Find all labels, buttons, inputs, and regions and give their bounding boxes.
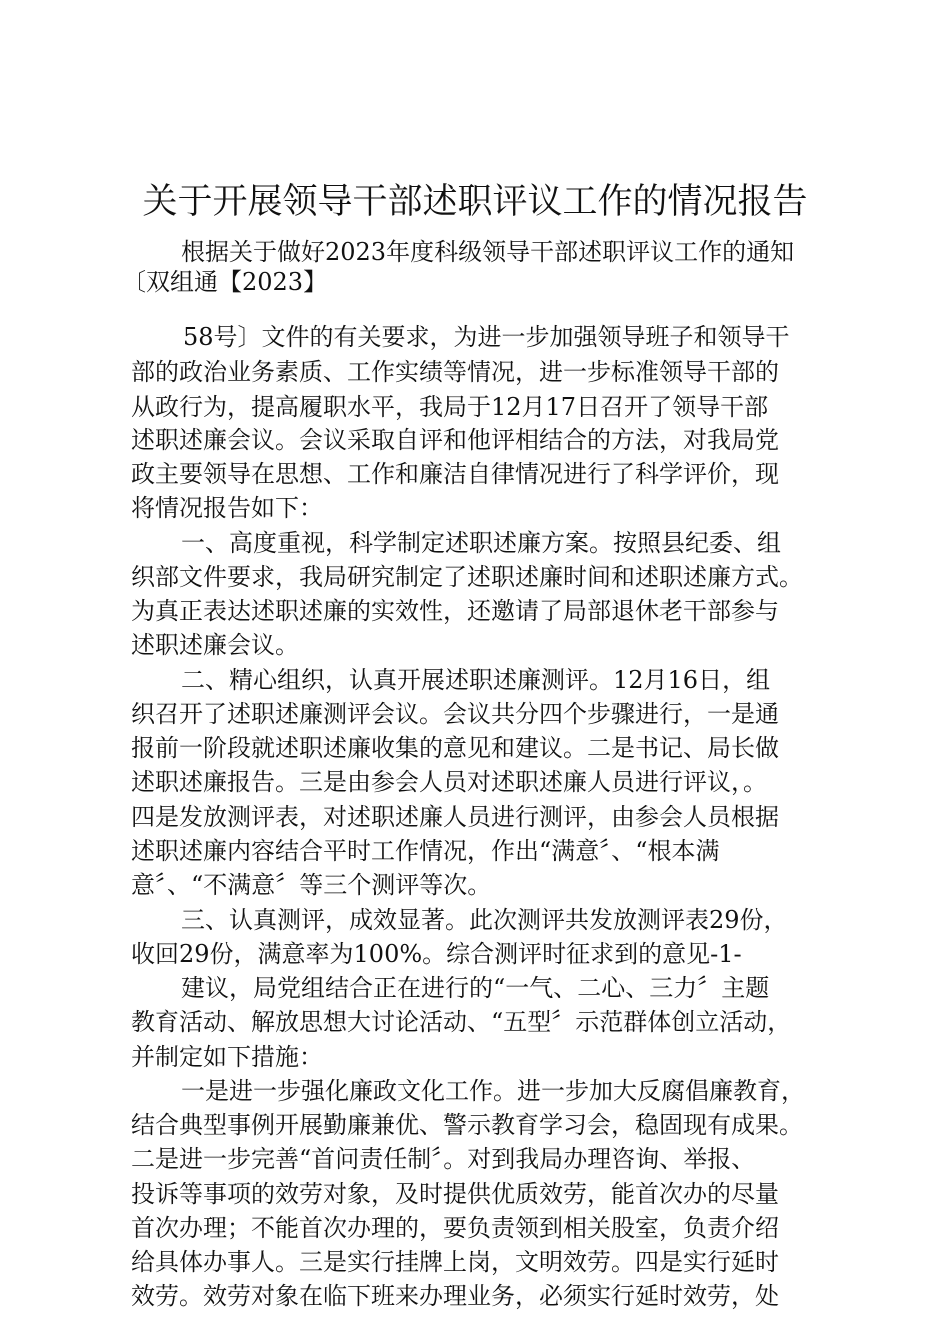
body-line-17: 四是发放测评表，对述职述廉人员进行测评，由参会人员根据 — [131, 803, 779, 831]
body-line-31: 效劳。效劳对象在临下班来办理业务，必须实行延时效劳，处 — [131, 1282, 779, 1310]
body-line-11: 为真正表达述职述廉的实效性，还邀请了局部退休老干部参与 — [131, 597, 779, 625]
body-line-4: 部的政治业务素质、工作实绩等情况，进一步标准领导干部的 — [131, 358, 779, 386]
body-line-13: 二、精心组织，认真开展述职述廉测评。12月16日，组 — [181, 666, 771, 694]
body-line-22: 建议，局党组结合正在进行的“一气、二心、三力〞主题 — [181, 974, 770, 1002]
body-line-10: 织部文件要求，我局研究制定了述职述廉时间和述职述廉方式。 — [131, 563, 803, 591]
body-line-29: 首次办理；不能首次办理的，要负责领到相关股室，负责介绍 — [131, 1214, 779, 1242]
body-line-23: 教育活动、解放思想大讨论活动、“五型〞示范群体创立活动， — [131, 1008, 792, 1036]
body-line-15: 报前一阶段就述职述廉收集的意见和建议。二是书记、局长做 — [131, 734, 779, 762]
body-line-19: 意〞、“不满意〞等三个测评等次。 — [131, 871, 492, 899]
body-line-21: 收回29份，满意率为100%。综合测评时征求到的意见-1- — [131, 940, 742, 968]
body-line-30: 给具体办事人。三是实行挂牌上岗，文明效劳。四是实行延时 — [131, 1248, 779, 1276]
body-line-5: 从政行为，提高履职水平，我局于12月17日召开了领导干部 — [131, 393, 769, 421]
body-line-12: 述职述廉会议。 — [131, 631, 299, 659]
body-line-18: 述职述廉内容结合平时工作情况，作出“满意〞、“根本满 — [131, 837, 720, 865]
body-line-20: 三、认真测评，成效显著。此次测评共发放测评表29份， — [181, 906, 788, 934]
body-line-27: 二是进一步完善“首问责任制〞。对到我局办理咨询、举报、 — [131, 1145, 756, 1173]
body-line-25: 一是进一步强化廉政文化工作。进一步加大反腐倡廉教育， — [181, 1077, 805, 1105]
body-line-7: 政主要领导在思想、工作和廉洁自律情况进行了科学评价，现 — [131, 460, 779, 488]
body-line-16: 述职述廉报告。三是由参会人员对述职述廉人员进行评议，。 — [131, 768, 767, 796]
body-line-24: 并制定如下措施： — [131, 1043, 323, 1071]
body-line-26: 结合典型事例开展勤廉兼优、警示教育学习会，稳固现有成果。 — [131, 1111, 803, 1139]
body-line-6: 述职述廉会议。会议采取自评和他评相结合的方法，对我局党 — [131, 426, 779, 454]
body-line-2: 〔双组通【2023】 — [122, 268, 328, 296]
body-line-3: 58号〕文件的有关要求，为进一步加强领导班子和领导干 — [183, 323, 790, 351]
body-line-1: 根据关于做好2023年度科级领导干部述职评议工作的通知 — [181, 238, 795, 266]
body-line-28: 投诉等事项的效劳对象，及时提供优质效劳，能首次办的尽量 — [131, 1180, 779, 1208]
body-line-9: 一、高度重视，科学制定述职述廉方案。按照县纪委、组 — [181, 529, 781, 557]
document-title: 关于开展领导干部述职评议工作的情况报告 — [142, 182, 808, 222]
body-line-8: 将情况报告如下： — [131, 494, 323, 522]
body-line-14: 织召开了述职述廉测评会议。会议共分四个步骤进行，一是通 — [131, 700, 779, 728]
